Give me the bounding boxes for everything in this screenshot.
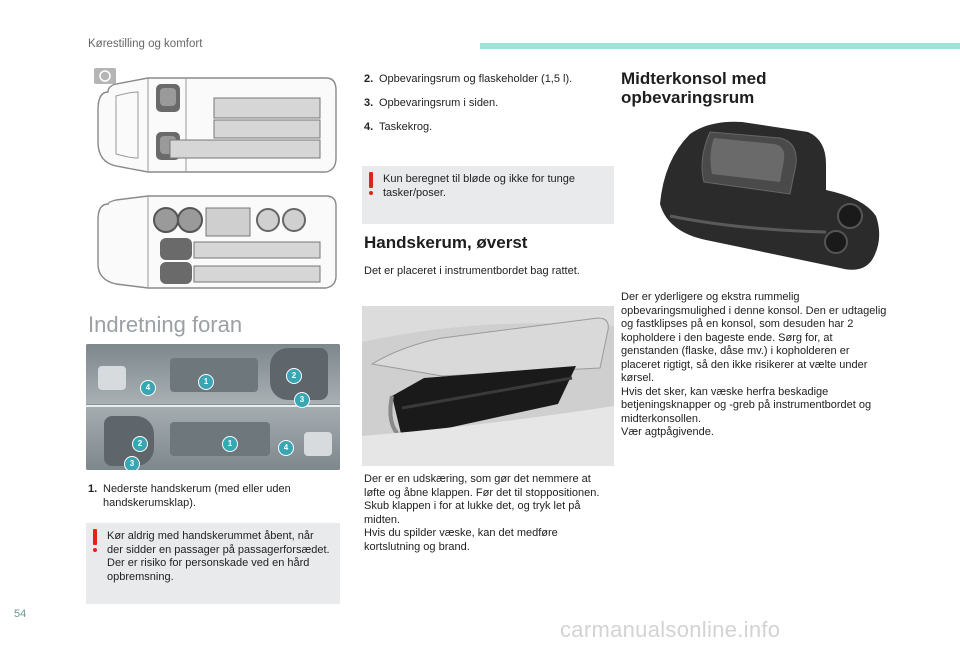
van-diagram-bottom (86, 188, 344, 294)
photo-center-console (650, 120, 886, 278)
steering-wheel-icon (98, 366, 126, 390)
list-item: 3. Opbevaringsrum i siden. (364, 97, 499, 109)
page-number: 54 (14, 608, 27, 620)
header-accent-bar (480, 43, 960, 49)
steering-wheel-icon (304, 432, 332, 456)
warning-icon (369, 172, 373, 188)
heading-indretning-foran: Indretning foran (88, 312, 243, 337)
heading-handskerum-overst: Handskerum, øverst (364, 233, 528, 252)
list-item: 2. Opbevaringsrum og flaskeholder (1,5 l). (364, 73, 573, 85)
list-left (88, 482, 334, 510)
warning-icon (93, 529, 97, 545)
photo-interior-front (86, 344, 340, 470)
callout-3: 3 (294, 392, 310, 408)
heading-midterkonsol: Midterkonsol med opbevaringsrum (621, 69, 767, 107)
seat-top-view (154, 208, 178, 232)
callout-1: 1 (198, 374, 214, 390)
body-midterkonsol: Der er yderligere og ekstra rummelig opbevaringsmulighed i denne konsol. Den er udtagelig og fastklipses på en konsol, som desuden har 2 kopholdere i den bageste ende. Sørg for, at genstanden (flaske, dåse mv.) i kopholderen er placeret rigtigt, så den ikke risikerer at vælte under kørsel. Hvis det sker, kan væske herfra beskadige betjeningsknapper og -greb på instrumentbordet og midterkonsollen. Vær agtpågivende. (621, 291, 887, 438)
callout-4: 4 (278, 440, 294, 456)
callout-1: 1 (222, 436, 238, 452)
list-middle (364, 72, 608, 134)
body-handskerum: Der er en udskæring, som gør det nemmere at løfte og åbne klappen. Før det til stoppositionen. Skub klappen i for at lukke det, og tryk let på midten. Hvis du spilder væske, kan det medføre kortslutning og brand. (364, 473, 600, 553)
section-header: Kørestilling og komfort (88, 38, 203, 50)
callout-2: 2 (286, 368, 302, 384)
list-item: 1. Nederste handskerum (med eller uden handskerumsklap). (88, 483, 291, 509)
callout-2: 2 (132, 436, 148, 452)
warning-box-left: Kør aldrig med handskerummet åbent, når der sidder en passager på passagerforsædet. Der er risiko for personskade ved en hård opbremsning. (86, 523, 340, 604)
watermark: carmanualsonline.info (560, 617, 781, 642)
warning-box-middle: Kun beregnet til bløde og ikke for tunge tasker/poser. (362, 166, 614, 224)
van-diagram-top (86, 62, 344, 184)
callout-3: 3 (124, 456, 140, 470)
photo-glovebox-upper (362, 306, 614, 466)
list-item: 4. Taskekrog. (364, 121, 433, 133)
intro-handskerum: Det er placeret i instrumentbordet bag rattet. (364, 265, 580, 277)
callout-4: 4 (140, 380, 156, 396)
